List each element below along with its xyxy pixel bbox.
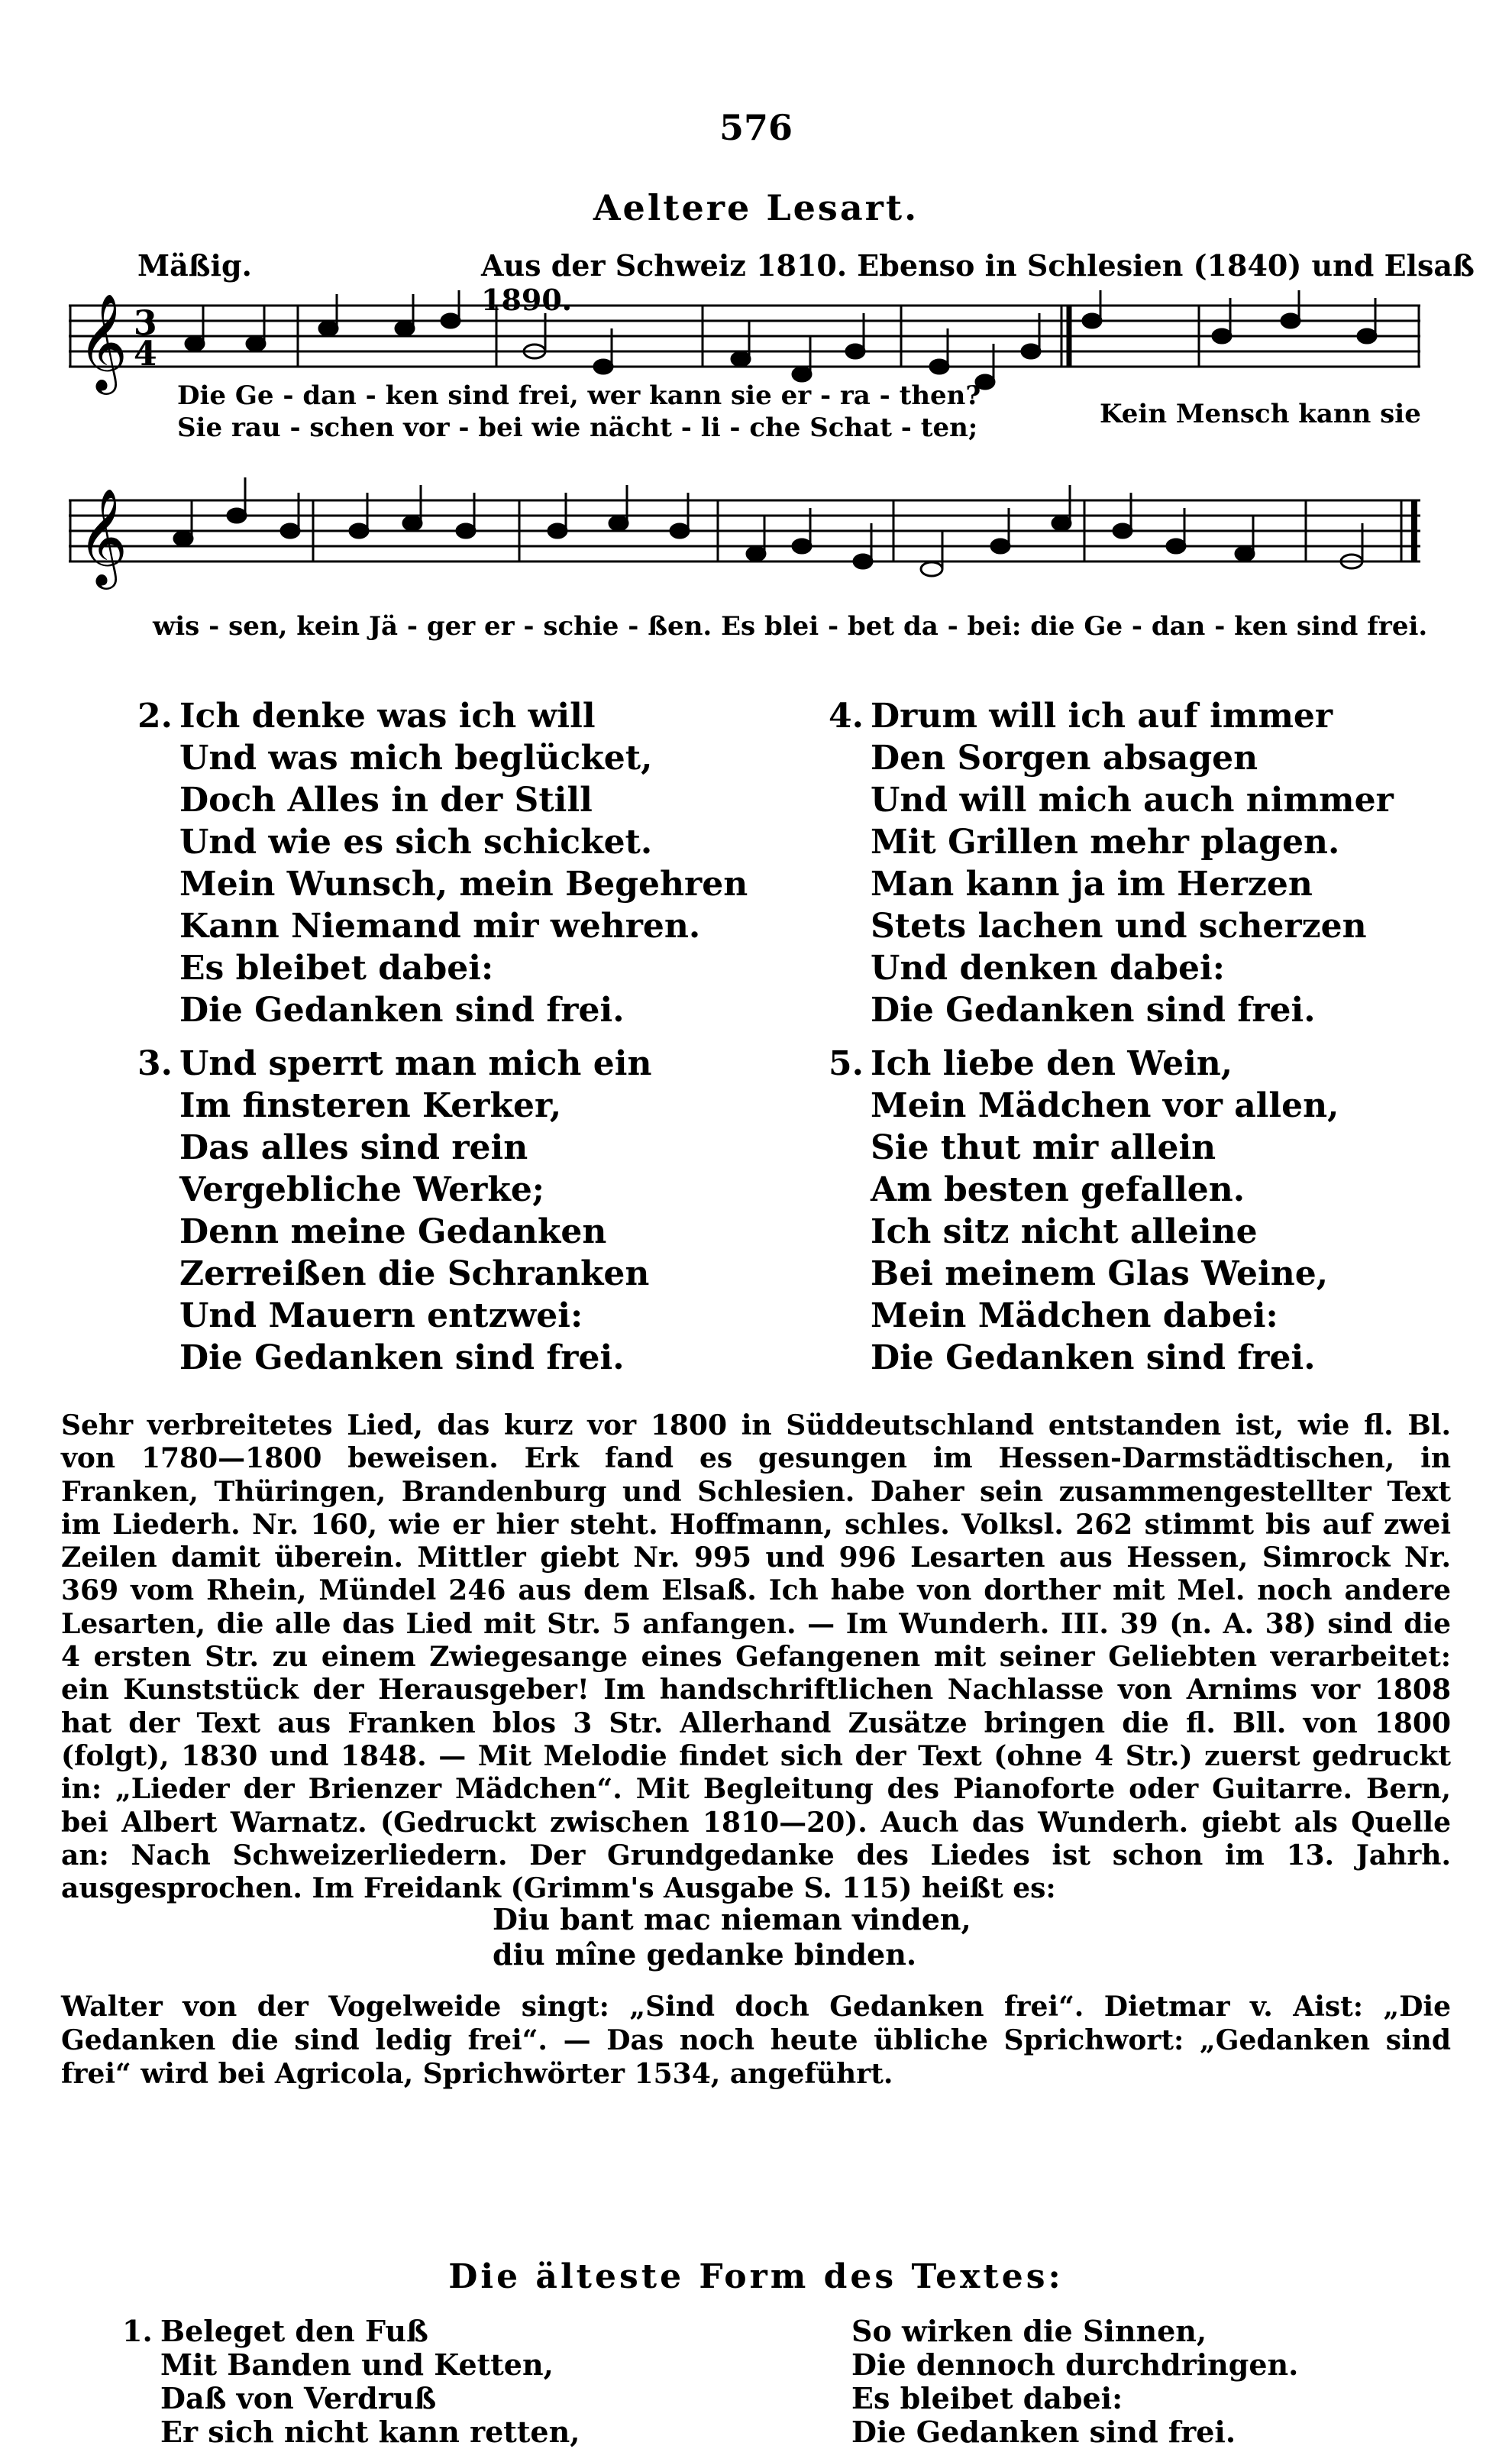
time-signature-top: 3 (134, 304, 157, 343)
treble-clef-icon: 𝄞 (78, 293, 128, 390)
stanza-line: Es bleibet dabei: (851, 2381, 1123, 2415)
quote-line: diu mîne gedanke binden. (493, 1937, 917, 1972)
stanza-number: 3. (137, 1044, 173, 1083)
stanza-number: 5. (829, 1044, 864, 1083)
stanza-line: Ich denke was ich will (179, 697, 596, 736)
stanza-line: Ich sitz nicht alleine (871, 1212, 1258, 1251)
stanza-line: Doch Alles in der Still (179, 781, 593, 820)
stanza-line: Die Gedanken sind frei. (871, 991, 1316, 1030)
stanza-line: Und sperrt man mich ein (179, 1044, 652, 1083)
stanza-line: Die Gedanken sind frei. (179, 991, 625, 1030)
stanza-line: Zerreißen die Schranken (179, 1254, 650, 1293)
stanza-line: Mein Wunsch, mein Begehren (179, 865, 748, 904)
music-staff-2 (69, 470, 1420, 623)
stanza-line: Mit Banden und Ketten, (160, 2347, 554, 2382)
stanza-line: Am besten gefallen. (871, 1170, 1245, 1209)
commentary-paragraph: Sehr verbreitetes Lied, das kurz vor 1800 in Süddeutschland entstanden ist, wie fl. Bl. von 1780—1800 beweisen. Erk fand es gesungen im Hessen-Darmstädtischen, in Franken, Thüringen, Brandenburg und Schlesien. Daher sein zusammengestellter Text im Liederh. Nr. 160, wie er hier steht. Hoffmann, schles. Volksl. 262 stimmt bis auf zwei Zeilen damit überein. Mittler giebt Nr. 995 und 996 Lesarten aus Hessen, Simrock Nr. 369 vom Rhein, Mündel 246 aus dem Elsaß. Ich habe von dorther mit Mel. noch andere Lesarten, die alle das Lied mit Str. 5 anfangen. — Im Wunderh. III. 39 (n. A. 38) sind die 4 ersten Str. zu einem Zwiegesange eines Gefangenen mit seiner Geliebten verarbeitet: ein Kunststück der Herausgeber! Im handschriftlichen Nachlasse von Arnims vor 1808 hat der Text aus Franken blos 3 Str. Allerhand Zusätze bringen die fl. Bll. von 1800 (folgt), 1830 und 1848. — Mit Melodie findet sich der Text (ohne 4 Str.) zuerst gedruckt in: „Lieder der Brienzer Mädchen“. Mit Begleitung des Pianoforte oder Guitarre. Bern, bei Albert Warnatz. (Gedruckt zwischen 1810—20). Auch das Wunderh. giebt als Quelle an: Nach Schweizerliedern. Der Grundgedanke des Liedes ist schon im 13. Jahrh. ausgesprochen. Im Freidank (Grimm's Ausgabe S. 115) heißt es: (61, 1409, 1451, 1905)
lyrics-line2: wis - sen, kein Jä - ger er - schie - ßen. Es blei - bet da - bei: die Ge - dan - ken sind frei. (153, 611, 1428, 642)
stanza-2 (137, 695, 748, 1031)
stanza-line: Die Gedanken sind frei. (871, 1338, 1316, 1377)
stanza-line: Die dennoch durchdringen. (851, 2347, 1299, 2382)
stanza-line: Die Gedanken sind frei. (179, 1338, 625, 1377)
song-title: Aeltere Lesart. (593, 187, 919, 228)
source-note: Aus der Schweiz 1810. Ebenso in Schlesien (1840) und Elsaß 1890. (481, 248, 1475, 317)
stanza-number: 4. (829, 697, 864, 736)
stanza-line: So wirken die Sinnen, (851, 2314, 1207, 2348)
stanza-line: Sie thut mir allein (871, 1128, 1216, 1167)
stanza-line: Vergebliche Werke; (179, 1170, 545, 1209)
section-subtitle: Die älteste Form des Textes: (448, 2257, 1064, 2296)
stanza-number: 1. (122, 2314, 153, 2348)
oldest-form-left (122, 2315, 580, 2449)
after-quote-paragraph: Walter von der Vogelweide singt: „Sind doch Gedanken frei“. Dietmar v. Aist: „Die Gedanken die sind ledig frei“. — Das noch heute übliche Sprichwort: „Gedanken sind frei“ wird bei Agricola, Sprichwörter 1534, angeführt. (61, 1991, 1451, 2090)
stanza-line: Den Sorgen absagen (871, 739, 1258, 778)
tempo-marking: Mäßig. (137, 248, 252, 283)
stanza-line: Und was mich beglücket, (179, 739, 653, 778)
stanza-number: 2. (137, 697, 173, 736)
time-signature-bottom: 4 (134, 335, 157, 374)
stanza-line: Stets lachen und scherzen (871, 907, 1367, 946)
stanza-line: Beleget den Fuß (160, 2314, 428, 2348)
stanza-line: Man kann ja im Herzen (871, 865, 1313, 904)
stanza-line: Die Gedanken sind frei. (851, 2415, 1236, 2449)
stanza-line: Mit Grillen mehr plagen. (871, 823, 1340, 862)
page-number: 576 (719, 107, 793, 148)
stanza-line: Daß von Verdruß (160, 2381, 437, 2415)
stanza-4 (829, 695, 1394, 1031)
stanza-line: Mein Mädchen dabei: (871, 1296, 1278, 1335)
treble-clef-icon: 𝄞 (78, 487, 128, 585)
stanza-line: Es bleibet dabei: (179, 949, 494, 988)
stanza-line: Und will mich auch nimmer (871, 781, 1394, 820)
stanza-5 (829, 1043, 1339, 1379)
stanza-line: Mein Mädchen vor allen, (871, 1086, 1339, 1125)
stanza-line: Drum will ich auf immer (871, 697, 1333, 736)
stanza-line: Kann Niemand mir wehren. (179, 907, 701, 946)
stanza-line: Bei meinem Glas Weine, (871, 1254, 1329, 1293)
stanza-3 (137, 1043, 651, 1379)
stanza-line: Er sich nicht kann retten, (160, 2415, 580, 2449)
oldest-form-right (851, 2315, 1298, 2449)
stanza-line: Im finsteren Kerker, (179, 1086, 562, 1125)
lyrics-line1-refrain: Kein Mensch kann sie (1100, 399, 1421, 429)
stanza-line: Ich liebe den Wein, (871, 1044, 1233, 1083)
stanza-line: Und wie es sich schicket. (179, 823, 653, 862)
stanza-line: Das alles sind rein (179, 1128, 528, 1167)
freidank-quote (493, 1902, 971, 1972)
lyrics-line1-verse2: Sie rau - schen vor - bei wie nächt - li - che Schat - ten; (177, 412, 978, 443)
stanza-line: Und Mauern entzwei: (179, 1296, 583, 1335)
quote-line: Diu bant mac nieman vinden, (493, 1902, 971, 1936)
stanza-line: Denn meine Gedanken (179, 1212, 607, 1251)
lyrics-line1-verse1: Die Ge - dan - ken sind frei, wer kann sie er - ra - then? (177, 380, 981, 411)
stanza-line: Und denken dabei: (871, 949, 1225, 988)
